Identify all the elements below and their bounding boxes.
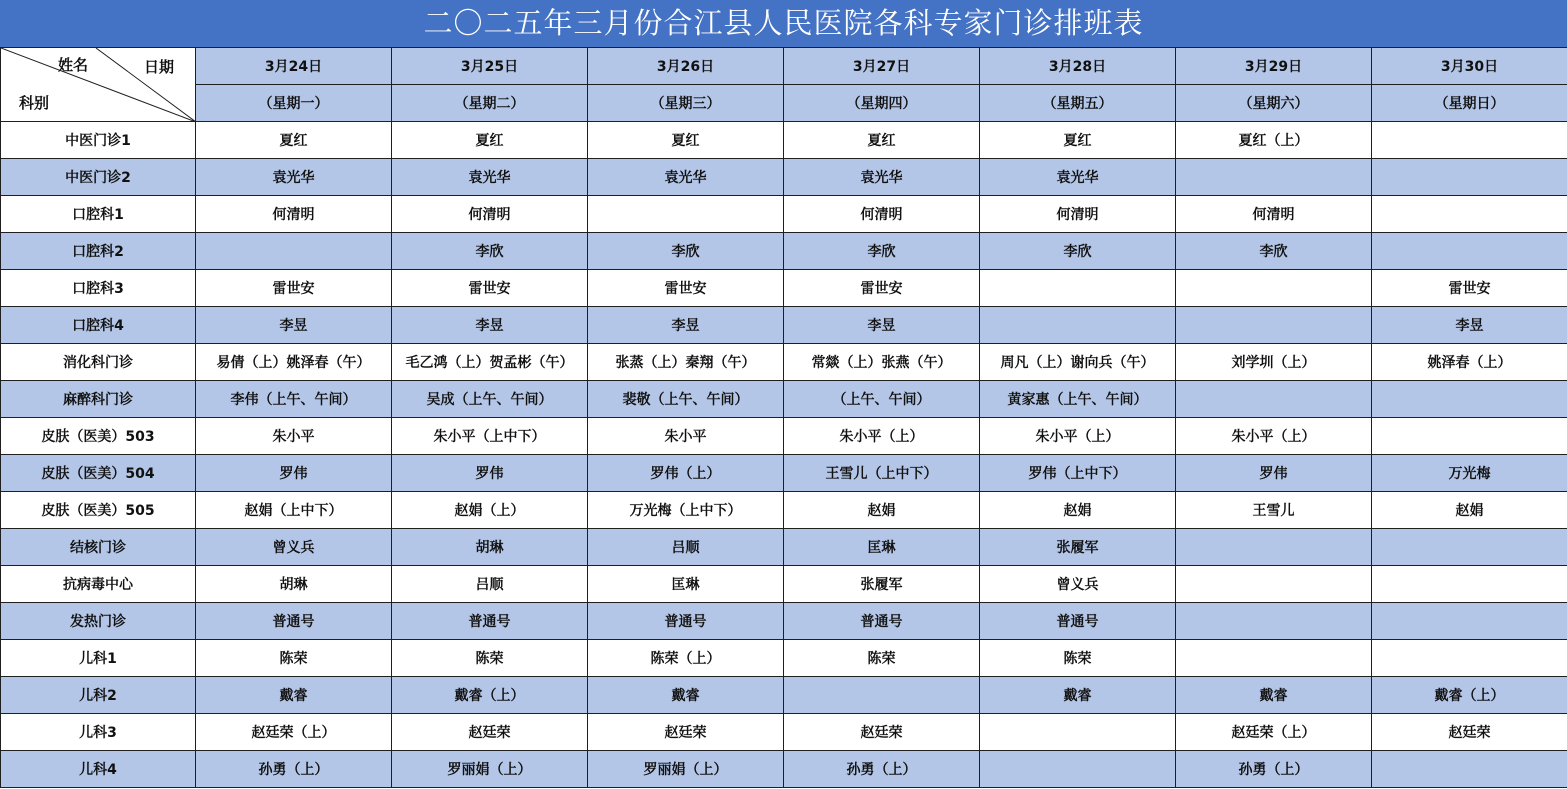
table-row xyxy=(1,307,1567,344)
schedule-cell xyxy=(1372,566,1567,603)
schedule-cell: 赵廷荣 xyxy=(1372,714,1567,751)
schedule-cell xyxy=(1176,307,1372,344)
schedule-cell: 毛乙鸿（上）贺孟彬（午） xyxy=(392,344,588,381)
schedule-cell: 曾义兵 xyxy=(196,529,392,566)
schedule-cell: 万光梅（上中下） xyxy=(588,492,784,529)
weekday-cell: （星期一） xyxy=(196,85,392,122)
schedule-cell: 李昱 xyxy=(392,307,588,344)
schedule-cell: 戴睿（上） xyxy=(392,677,588,714)
schedule-cell xyxy=(784,677,980,714)
schedule-cell: 夏红（上） xyxy=(1176,122,1372,159)
schedule-cell: 夏红 xyxy=(784,122,980,159)
schedule-cell xyxy=(1372,381,1567,418)
schedule-cell: 普通号 xyxy=(784,603,980,640)
schedule-cell: 李昱 xyxy=(196,307,392,344)
schedule-cell: 易倩（上）姚泽春（午） xyxy=(196,344,392,381)
department-cell: 皮肤（医美）505 xyxy=(1,492,196,529)
schedule-cell: 李昱 xyxy=(588,307,784,344)
schedule-cell: 袁光华 xyxy=(196,159,392,196)
department-cell: 口腔科3 xyxy=(1,270,196,307)
table-row xyxy=(1,529,1567,566)
schedule-cell: 李欣 xyxy=(392,233,588,270)
schedule-cell: 戴睿 xyxy=(980,677,1176,714)
schedule-cell: （上午、午间） xyxy=(784,381,980,418)
schedule-cell xyxy=(1176,566,1372,603)
schedule-cell: 万光梅 xyxy=(1372,455,1567,492)
schedule-cell: 陈荣 xyxy=(392,640,588,677)
department-cell: 麻醉科门诊 xyxy=(1,381,196,418)
schedule-cell: 何清明 xyxy=(980,196,1176,233)
schedule-cell: 胡琳 xyxy=(392,529,588,566)
table-row xyxy=(1,751,1567,788)
schedule-cell: 朱小平 xyxy=(588,418,784,455)
schedule-cell: 夏红 xyxy=(588,122,784,159)
schedule-cell: 普通号 xyxy=(392,603,588,640)
schedule-cell: 朱小平（上） xyxy=(980,418,1176,455)
date-cell: 3月29日 xyxy=(1176,48,1372,85)
table-row xyxy=(1,603,1567,640)
table-row xyxy=(1,677,1567,714)
department-cell: 儿科4 xyxy=(1,751,196,788)
schedule-cell xyxy=(1176,640,1372,677)
schedule-cell: 匡琳 xyxy=(588,566,784,603)
schedule-cell: 罗伟 xyxy=(1176,455,1372,492)
corner-date-label: 日期 xyxy=(144,58,175,76)
schedule-cell xyxy=(1176,381,1372,418)
department-cell: 皮肤（医美）504 xyxy=(1,455,196,492)
date-cell: 3月26日 xyxy=(588,48,784,85)
schedule-cell: 王雪儿（上中下） xyxy=(784,455,980,492)
schedule-cell: 周凡（上）谢向兵（午） xyxy=(980,344,1176,381)
table-row xyxy=(1,455,1567,492)
schedule-cell: 张履军 xyxy=(980,529,1176,566)
department-cell: 儿科1 xyxy=(1,640,196,677)
table-row xyxy=(1,196,1567,233)
schedule-cell: 夏红 xyxy=(980,122,1176,159)
department-cell: 抗病毒中心 xyxy=(1,566,196,603)
date-header-row xyxy=(1,48,1567,85)
table-row xyxy=(1,159,1567,196)
date-cell: 3月27日 xyxy=(784,48,980,85)
schedule-cell xyxy=(1372,529,1567,566)
schedule-cell: 李欣 xyxy=(784,233,980,270)
schedule-cell: 戴睿 xyxy=(1176,677,1372,714)
schedule-cell: 雷世安 xyxy=(196,270,392,307)
schedule-cell: 吕顺 xyxy=(588,529,784,566)
schedule-cell: 普通号 xyxy=(588,603,784,640)
schedule-cell: 赵廷荣 xyxy=(784,714,980,751)
schedule-cell: 何清明 xyxy=(784,196,980,233)
schedule-cell: 雷世安 xyxy=(392,270,588,307)
schedule-cell: 夏红 xyxy=(196,122,392,159)
schedule-cell: 赵娟（上） xyxy=(392,492,588,529)
department-cell: 儿科2 xyxy=(1,677,196,714)
date-cell: 3月25日 xyxy=(392,48,588,85)
schedule-cell: 袁光华 xyxy=(980,159,1176,196)
schedule-cell: 李欣 xyxy=(980,233,1176,270)
schedule-cell: 陈荣（上） xyxy=(588,640,784,677)
table-row xyxy=(1,344,1567,381)
schedule-cell xyxy=(1372,233,1567,270)
schedule-cell: 袁光华 xyxy=(392,159,588,196)
weekday-cell: （星期四） xyxy=(784,85,980,122)
schedule-cell: 张履军 xyxy=(784,566,980,603)
schedule-cell: 朱小平（上） xyxy=(1176,418,1372,455)
schedule-cell xyxy=(980,714,1176,751)
schedule-cell: 孙勇（上） xyxy=(784,751,980,788)
schedule-cell: 赵娟 xyxy=(980,492,1176,529)
schedule-cell: 裴敬（上午、午间） xyxy=(588,381,784,418)
schedule-cell xyxy=(980,270,1176,307)
schedule-cell: 朱小平（上） xyxy=(784,418,980,455)
corner-header-cell xyxy=(1,48,196,122)
schedule-cell: 刘学圳（上） xyxy=(1176,344,1372,381)
table-row xyxy=(1,418,1567,455)
schedule-cell xyxy=(1372,196,1567,233)
schedule-cell xyxy=(980,307,1176,344)
schedule-cell: 孙勇（上） xyxy=(1176,751,1372,788)
schedule-cell: 朱小平 xyxy=(196,418,392,455)
weekday-cell: （星期六） xyxy=(1176,85,1372,122)
schedule-cell: 何清明 xyxy=(1176,196,1372,233)
date-cell: 3月24日 xyxy=(196,48,392,85)
department-cell: 儿科3 xyxy=(1,714,196,751)
schedule-cell: 罗丽娟（上） xyxy=(392,751,588,788)
schedule-cell: 戴睿 xyxy=(588,677,784,714)
corner-name-label: 姓名 xyxy=(58,56,89,74)
schedule-cell: 赵廷荣（上） xyxy=(1176,714,1372,751)
schedule-cell: 李昱 xyxy=(1372,307,1567,344)
schedule-cell xyxy=(1372,603,1567,640)
schedule-cell: 曾义兵 xyxy=(980,566,1176,603)
department-cell: 皮肤（医美）503 xyxy=(1,418,196,455)
schedule-cell xyxy=(1372,751,1567,788)
schedule-cell: 雷世安 xyxy=(1372,270,1567,307)
date-cell: 3月28日 xyxy=(980,48,1176,85)
schedule-cell: 常燚（上）张燕（午） xyxy=(784,344,980,381)
schedule-cell: 戴睿 xyxy=(196,677,392,714)
schedule-cell: 吕顺 xyxy=(392,566,588,603)
schedule-cell xyxy=(980,751,1176,788)
schedule-cell: 罗伟 xyxy=(392,455,588,492)
schedule-cell: 罗丽娟（上） xyxy=(588,751,784,788)
corner-dept-label: 科别 xyxy=(19,94,50,112)
weekday-header-row xyxy=(1,85,1567,122)
schedule-cell: 袁光华 xyxy=(784,159,980,196)
schedule-cell: 吴成（上午、午间） xyxy=(392,381,588,418)
weekday-cell: （星期五） xyxy=(980,85,1176,122)
page-title: 二〇二五年三月份合江县人民医院各科专家门诊排班表 xyxy=(0,0,1567,47)
schedule-cell: 匡琳 xyxy=(784,529,980,566)
department-cell: 中医门诊2 xyxy=(1,159,196,196)
weekday-cell: （星期二） xyxy=(392,85,588,122)
schedule-cell xyxy=(196,233,392,270)
schedule-cell: 戴睿（上） xyxy=(1372,677,1567,714)
schedule-cell: 赵娟 xyxy=(1372,492,1567,529)
weekday-cell: （星期三） xyxy=(588,85,784,122)
schedule-cell: 李欣 xyxy=(1176,233,1372,270)
schedule-cell: 赵娟 xyxy=(784,492,980,529)
schedule-cell: 罗伟 xyxy=(196,455,392,492)
department-cell: 中医门诊1 xyxy=(1,122,196,159)
schedule-cell: 何清明 xyxy=(196,196,392,233)
schedule-cell: 赵廷荣（上） xyxy=(196,714,392,751)
schedule-cell xyxy=(1176,529,1372,566)
schedule-cell: 朱小平（上中下） xyxy=(392,418,588,455)
schedule-cell: 赵廷荣 xyxy=(392,714,588,751)
schedule-cell: 陈荣 xyxy=(196,640,392,677)
department-cell: 口腔科4 xyxy=(1,307,196,344)
schedule-cell xyxy=(1372,159,1567,196)
schedule-cell: 雷世安 xyxy=(588,270,784,307)
table-row xyxy=(1,233,1567,270)
schedule-cell: 普通号 xyxy=(196,603,392,640)
table-row xyxy=(1,270,1567,307)
schedule-cell: 李欣 xyxy=(588,233,784,270)
schedule-cell: 夏红 xyxy=(392,122,588,159)
schedule-cell: 李昱 xyxy=(784,307,980,344)
schedule-cell: 姚泽春（上） xyxy=(1372,344,1567,381)
schedule-cell xyxy=(1176,603,1372,640)
schedule-cell: 雷世安 xyxy=(784,270,980,307)
schedule-cell xyxy=(1372,640,1567,677)
schedule-table xyxy=(0,47,1567,788)
schedule-cell: 何清明 xyxy=(392,196,588,233)
schedule-cell xyxy=(1176,270,1372,307)
department-cell: 口腔科1 xyxy=(1,196,196,233)
table-row xyxy=(1,381,1567,418)
schedule-cell: 罗伟（上中下） xyxy=(980,455,1176,492)
schedule-cell xyxy=(1372,418,1567,455)
table-row xyxy=(1,566,1567,603)
date-cell: 3月30日 xyxy=(1372,48,1567,85)
table-row xyxy=(1,492,1567,529)
schedule-cell: 孙勇（上） xyxy=(196,751,392,788)
schedule-cell: 黄家惠（上午、午间） xyxy=(980,381,1176,418)
schedule-cell: 李伟（上午、午间） xyxy=(196,381,392,418)
schedule-cell xyxy=(1372,122,1567,159)
schedule-cell: 袁光华 xyxy=(588,159,784,196)
schedule-cell xyxy=(588,196,784,233)
schedule-cell: 胡琳 xyxy=(196,566,392,603)
schedule-cell: 普通号 xyxy=(980,603,1176,640)
table-row xyxy=(1,714,1567,751)
schedule-cell: 赵娟（上中下） xyxy=(196,492,392,529)
schedule-cell: 陈荣 xyxy=(784,640,980,677)
schedule-cell: 赵廷荣 xyxy=(588,714,784,751)
schedule-cell: 陈荣 xyxy=(980,640,1176,677)
table-row xyxy=(1,640,1567,677)
table-row xyxy=(1,122,1567,159)
weekday-cell: （星期日） xyxy=(1372,85,1567,122)
schedule-cell: 王雪儿 xyxy=(1176,492,1372,529)
schedule-cell: 张蒸（上）秦翔（午） xyxy=(588,344,784,381)
department-cell: 结核门诊 xyxy=(1,529,196,566)
schedule-cell xyxy=(1176,159,1372,196)
department-cell: 口腔科2 xyxy=(1,233,196,270)
schedule-cell: 罗伟（上） xyxy=(588,455,784,492)
department-cell: 消化科门诊 xyxy=(1,344,196,381)
department-cell: 发热门诊 xyxy=(1,603,196,640)
